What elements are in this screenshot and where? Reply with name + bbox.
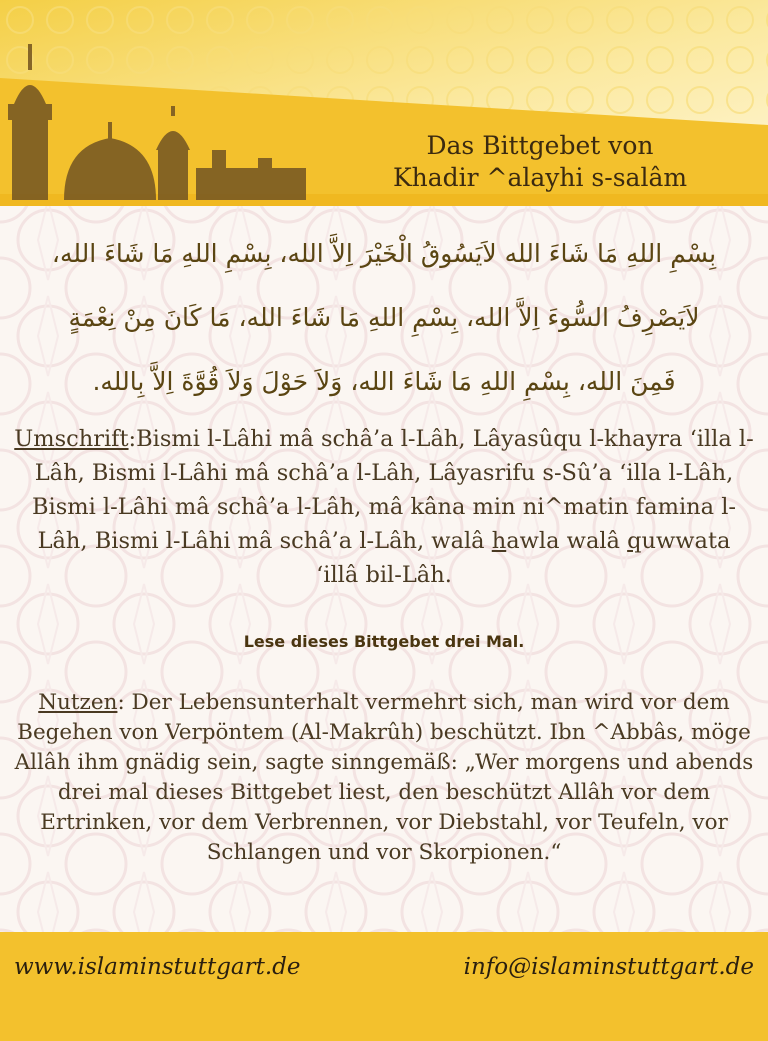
benefit-section [10, 688, 758, 868]
instruction-note: Lese dieses Bittgebet drei Mal. [243, 632, 525, 651]
arabic-line-3: فَمِنَ الله، بِسْمِ اللهِ مَا شَاءَ الله، وَلاَ حَوْلَ وَلاَ قُوَّةَ اِلاَّ بِالله. [92, 367, 676, 396]
title-line-1: Das Bittgebet von [426, 131, 654, 160]
arabic-prayer [20, 222, 748, 414]
benefit-text: : Der Lebensunterhalt vermehrt sich, man wird vor dem Begehen von Verpöntem (Al-Makrûh) beschützt. Ibn ^Abbâs, möge Allâh ihm gnädig sein, sagte sinngemäß: „Wer morgens und abends drei mal dieses Bittgebet liest, den beschützt Allâh vor dem Ertrinken, vor dem Verbrennen, vor Diebstahl, vor Teufeln, vor Schlangen und vor Skorpionen.“ [14, 690, 754, 865]
transliteration-q: q [627, 528, 642, 554]
title-line-2: Khadir ^alayhi s-salâm [392, 163, 688, 192]
email-link[interactable]: info@islaminstuttgart.de [463, 954, 754, 980]
transliteration-text-3: uwwata ‘illâ bil-Lâh. [316, 528, 731, 588]
transliteration-text-2: awla walâ [506, 528, 628, 554]
transliteration [14, 422, 754, 592]
arabic-line-1: بِسْمِ اللهِ مَا شَاءَ الله لاَيَسُوقُ الْخَيْرَ اِلاَّ الله، بِسْمِ اللهِ مَا شَاءَ الله، [51, 239, 717, 268]
benefit-label: Nutzen [38, 690, 118, 715]
footer-bar [0, 932, 768, 1041]
website-link[interactable]: www.islaminstuttgart.de [14, 954, 301, 980]
transliteration-h: h [491, 528, 507, 554]
arabic-line-2: لاَيَصْرِفُ السُّوءَ اِلاَّ الله، بِسْمِ اللهِ مَا شَاءَ الله، مَا كَانَ مِنْ نِعْمَةٍ [68, 303, 700, 332]
transliteration-text-1: :Bismi l-Lâhi mâ schâ’a l-Lâh, Lâyasûqu l-khayra ‘illa l-Lâh, Bismi l-Lâhi mâ schâ’a l-Lâh, Lâyasrifu s-Sû’a ‘illa l-Lâh, Bismi l-Lâhi mâ schâ’a l-Lâh, mâ kâna min ni^matin famina l-Lâh, Bismi l-Lâhi mâ schâ’a l-Lâh, walâ [31, 426, 754, 554]
page-title [340, 130, 740, 194]
transliteration-label: Umschrift [14, 426, 129, 452]
